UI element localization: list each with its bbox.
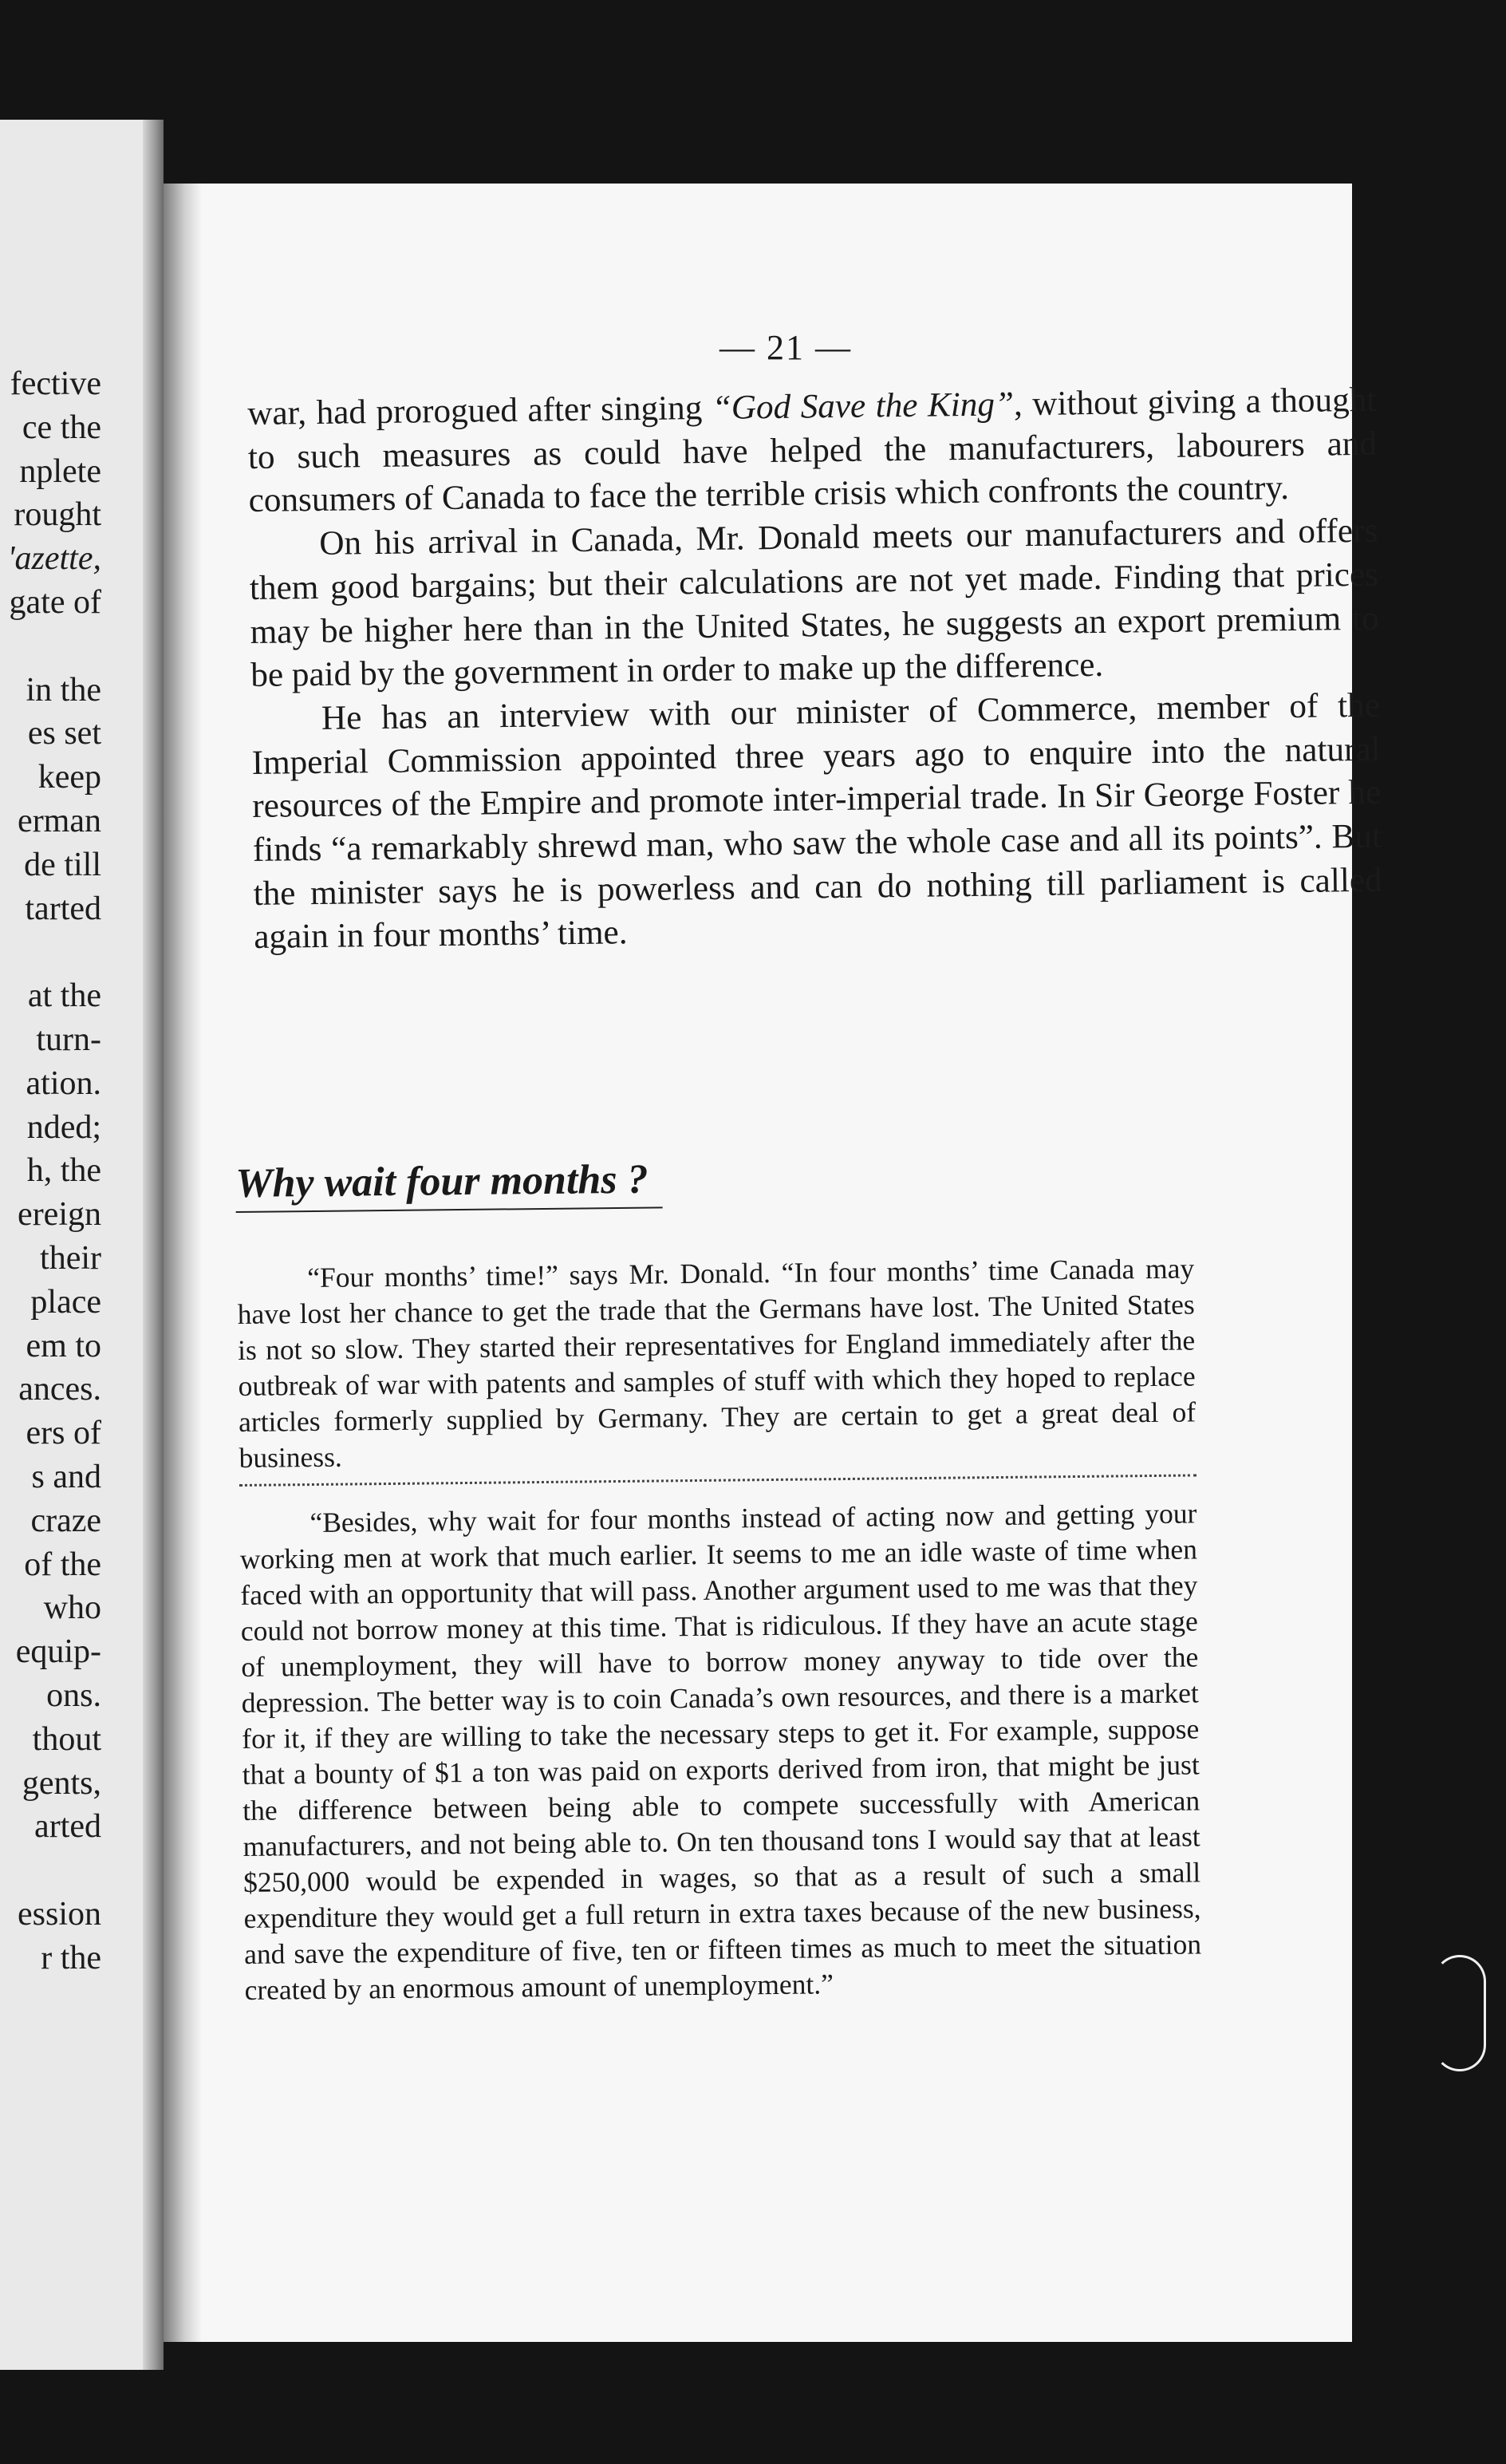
facing-page-line: who bbox=[43, 1589, 101, 1627]
facing-page-gutter bbox=[143, 120, 164, 2370]
facing-page-line: craze bbox=[30, 1502, 101, 1539]
facing-page-line: ession bbox=[18, 1896, 101, 1933]
section-heading: Why wait four months ? bbox=[235, 1156, 663, 1213]
facing-page-line: fective bbox=[10, 365, 101, 402]
facing-page-line: rought bbox=[14, 496, 101, 534]
paragraph-2: On his arrival in Canada, Mr. Donald meets our manufacturers and offers them good bargains; but their calculations are not yet made. Finding that prices may be higher here than in the United States, he suggests an export premium to be paid by the government in order to make up the difference. bbox=[249, 511, 1379, 695]
paragraph-1-start: war, had prorogued after singing bbox=[247, 389, 713, 432]
facing-page-line: erman bbox=[18, 803, 101, 839]
facing-page-line: 'azette, bbox=[7, 540, 101, 578]
page-number: — 21 — bbox=[719, 328, 852, 367]
facing-page-line: ers of bbox=[26, 1415, 101, 1452]
song-title: “God Save the King” bbox=[712, 385, 1015, 427]
facing-page-line: at the bbox=[27, 977, 101, 1015]
facing-page-line: ation. bbox=[26, 1064, 101, 1102]
facing-page-fragment bbox=[0, 120, 164, 2370]
facing-page-line: in the bbox=[26, 671, 101, 709]
facing-page-line: em to bbox=[26, 1327, 101, 1364]
body-text bbox=[247, 379, 1383, 960]
facing-page-line: de till bbox=[24, 846, 101, 883]
quote-paragraph-2: “Besides, why wait for four months instead of acting now and getting your working men at work that much earlier. It seems to me an idle waste of time when faced with an opportunity that will pass. Another argument used to me was that they could not borrow money at this time. That is ridiculous. If they have an acute stage of unemployment, they will have to borrow money anyway to tide over the depression. The better way is to coin Canada’s own resources, and there is a market for it, if they are willing to take the necessary steps to get it. For example, suppose that a bounty of $1 a ton was paid on exports derived from iron, that might be just the difference between being able to compete successfully with American manufacturers, and not being able to. On ten thousand tons I would say that at least $250,000 would be expended in wages, so that as a result of such a small expenditure they would get a full return in extra taxes because of the new business, and save the expenditure of five, ten or fifteen times as much to meet the situation created by an enormous amount of unemployment.” bbox=[239, 1497, 1202, 2006]
book-page bbox=[164, 184, 1382, 2342]
paragraph-1-rest: , without giving a thought to such measures as could have helped the manufacturers, labourers and consumers of Canada to face the terrible crisis which confronts the country. bbox=[247, 381, 1378, 520]
quoted-passage bbox=[237, 1250, 1202, 2008]
facing-page-line: nplete bbox=[19, 452, 101, 490]
facing-page-line: their bbox=[40, 1240, 101, 1277]
facing-page-line: keep bbox=[37, 759, 101, 796]
facing-page-line: es set bbox=[27, 715, 101, 752]
facing-page-line: nded; bbox=[26, 1108, 101, 1146]
scan-artifact bbox=[1433, 1955, 1486, 2071]
facing-page-line: of the bbox=[24, 1546, 101, 1583]
facing-page-line: thout bbox=[32, 1720, 101, 1758]
page-spine-shadow bbox=[164, 184, 202, 2342]
facing-page-line: r the bbox=[41, 1939, 101, 1976]
facing-page-line: arted bbox=[34, 1808, 101, 1846]
facing-page-line: ereign bbox=[18, 1196, 101, 1234]
facing-page-line: h, the bbox=[26, 1152, 101, 1190]
facing-page-line: s and bbox=[31, 1459, 101, 1495]
facing-page-line: ances. bbox=[18, 1371, 101, 1408]
quote-paragraph-1: “Four months’ time!” says Mr. Donald. “In four months’ time Canada may have lost her chance to get the trade that the Germans have lost. The United States is not so slow. They started their representatives for England immediately after the outbreak of war with patents and samples of stuff with which they hoped to replace articles formerly supplied by Germany. They are certain to get a great deal of business. bbox=[237, 1252, 1197, 1474]
facing-page-line: gents, bbox=[22, 1764, 101, 1802]
facing-page-line: place bbox=[30, 1283, 101, 1321]
facing-page-line: tarted bbox=[25, 890, 101, 927]
paragraph-1 bbox=[247, 379, 1378, 523]
dotted-separator bbox=[239, 1474, 1197, 1488]
paragraph-3: He has an interview with our minister of Commerce, member of the Imperial Commission appointed three years ago to enquire into the natural resources of the Empire and promote inter-imperial trade. In Sir George Foster he finds “a remarkably shrewd man, who saw the whole case and all its points”. But the minister says he is powerless and can do nothing till parliament is called again in four months’ time. bbox=[251, 686, 1382, 957]
facing-page-line: gate of bbox=[9, 584, 101, 621]
facing-page-line: ons. bbox=[46, 1677, 101, 1714]
facing-page-line: ce the bbox=[22, 409, 101, 446]
facing-page-line: turn- bbox=[36, 1021, 101, 1058]
facing-page-line: equip- bbox=[15, 1633, 101, 1671]
